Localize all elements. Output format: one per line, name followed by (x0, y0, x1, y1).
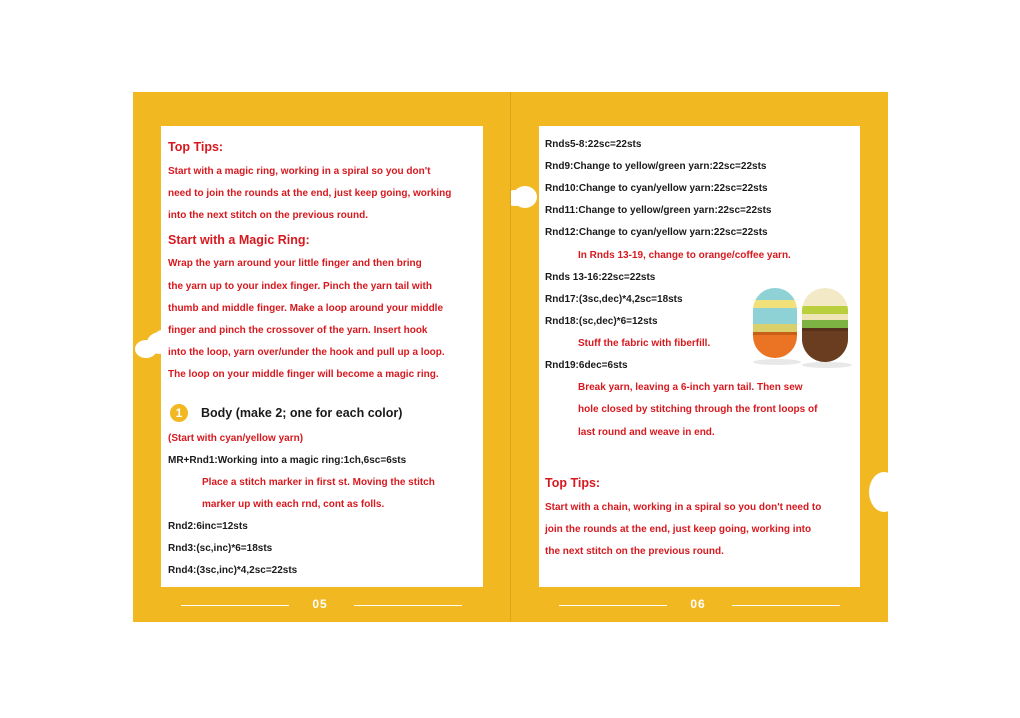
footer-rule (354, 605, 462, 606)
pattern-row: Rnd19:6dec=6sts (545, 360, 628, 371)
top-tips-line: Start with a chain, working in a spiral so you don't need to (545, 502, 822, 513)
pattern-row: Rnd17:(3sc,dec)*4,2sc=18sts (545, 294, 683, 305)
finish-note: hole closed by stitching through the front loops of (578, 404, 818, 415)
magic-ring-line: the yarn up to your index finger. Pinch the yarn tail with (168, 281, 432, 292)
magic-ring-line: into the loop, yarn over/under the hook and pull up a loop. (168, 347, 445, 358)
footer-rule (559, 605, 667, 606)
magic-ring-line: finger and pinch the crossover of the yarn. Insert hook (168, 325, 428, 336)
pattern-row: Rnd10:Change to cyan/yellow yarn:22sc=22sts (545, 183, 768, 194)
top-tips-line: need to join the rounds at the end, just keep going, working (168, 188, 452, 199)
pattern-row: Rnd18:(sc,dec)*6=12sts (545, 316, 658, 327)
top-tips-line: into the next stitch on the previous round. (168, 210, 369, 221)
pattern-row: Rnds 13-16:22sc=22sts (545, 272, 656, 283)
cloud-decoration (869, 472, 888, 512)
top-tips-line: Start with a magic ring, working in a spiral so you don't (168, 166, 431, 177)
crochet-capsules-photo (747, 286, 859, 368)
top-tips-line: the next stitch on the previous round. (545, 546, 724, 557)
pattern-row: Rnd11:Change to yellow/green yarn:22sc=22sts (545, 205, 772, 216)
page-left (133, 92, 511, 622)
finish-note: last round and weave in end. (578, 427, 715, 438)
cloud-decoration (513, 186, 537, 208)
content-card-right (539, 126, 860, 587)
yarn-change-note: In Rnds 13-19, change to orange/coffee yarn. (578, 250, 791, 261)
magic-ring-line: The loop on your middle finger will become a magic ring. (168, 369, 439, 380)
top-tips-line: join the rounds at the end, just keep going, working into (545, 524, 812, 535)
magic-ring-title: Start with a Magic Ring: (168, 233, 310, 247)
footer-rule (732, 605, 840, 606)
pattern-row: Rnd12:Change to cyan/yellow yarn:22sc=22sts (545, 227, 768, 238)
content-card-left (161, 126, 483, 587)
body-section-title: Body (make 2; one for each color) (201, 406, 403, 420)
pattern-row: Rnd9:Change to yellow/green yarn:22sc=22sts (545, 161, 767, 172)
footer-rule (181, 605, 289, 606)
start-yarn-note: (Start with cyan/yellow yarn) (168, 433, 304, 444)
page-number-right: 06 (690, 597, 706, 611)
cloud-decoration (135, 340, 157, 358)
pattern-row: Rnds5-8:22sc=22sts (545, 139, 642, 150)
page-right (511, 92, 888, 622)
section-number-badge: 1 (170, 404, 188, 422)
top-tips-title: Top Tips: (545, 476, 601, 490)
finish-note: Break yarn, leaving a 6-inch yarn tail. Then sew (578, 382, 803, 393)
book-spread (133, 92, 888, 622)
page-number-left: 05 (312, 597, 328, 611)
top-tips-title: Top Tips: (168, 140, 224, 154)
stitch-marker-note: marker up with each rnd, cont as folls. (202, 499, 385, 510)
pattern-row-rnd4: Rnd4:(3sc,inc)*4,2sc=22sts (168, 565, 298, 576)
magic-ring-line: Wrap the yarn around your little finger and then bring (168, 258, 422, 269)
stitch-marker-note: Place a stitch marker in first st. Moving the stitch (202, 477, 435, 488)
magic-ring-line: thumb and middle finger. Make a loop around your middle (168, 303, 444, 314)
pattern-row-rnd2: Rnd2:6inc=12sts (168, 521, 248, 532)
pattern-row-rnd3: Rnd3:(sc,inc)*6=18sts (168, 543, 273, 554)
pattern-row-rnd1: MR+Rnd1:Working into a magic ring:1ch,6sc=6sts (168, 455, 407, 466)
stuff-note: Stuff the fabric with fiberfill. (578, 338, 711, 349)
